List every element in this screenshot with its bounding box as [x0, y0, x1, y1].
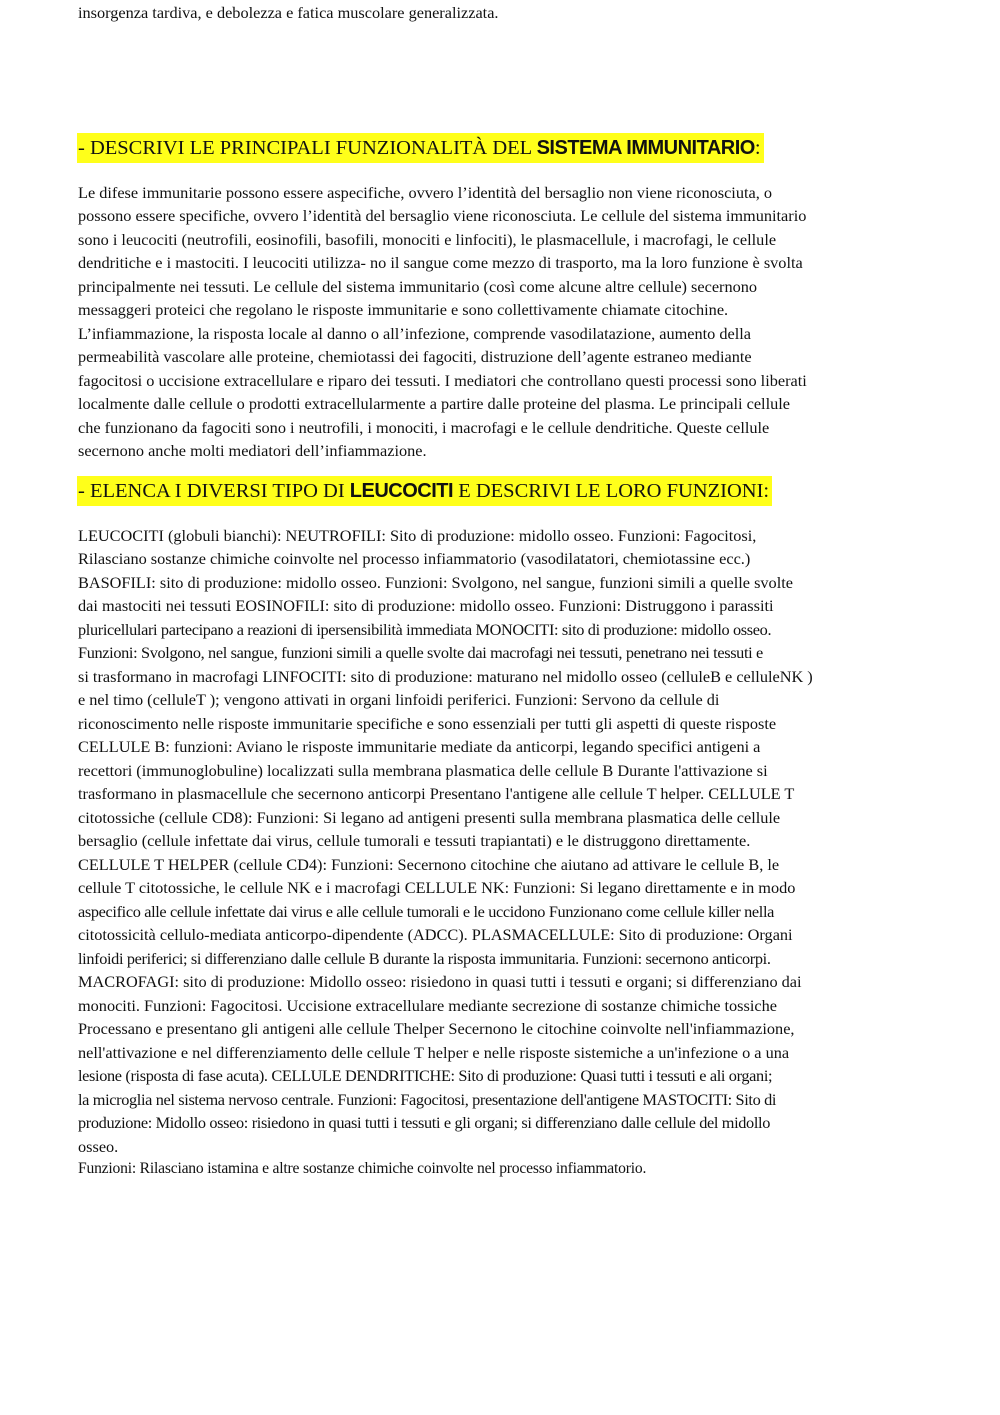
heading-text-pre: - ELENCA I DIVERSI TIPO DI — [78, 480, 350, 502]
paragraph-line: riconoscimento nelle risposte immunitarie specifiche e sono essenziali per tutti gli aspetti di queste risposte — [78, 714, 777, 733]
paragraph-line: CELLULE B: funzioni: Aviano le risposte immunitarie mediate da anticorpi, legando specifici antigeni a — [78, 737, 761, 756]
top-line: insorgenza tardiva, e debolezza e fatica muscolare generalizzata. — [78, 3, 499, 22]
paragraph-line: bersaglio (cellule infettate dai virus, cellule tumorali e tessuti trapiantati) e le distruggono direttamente. — [78, 831, 751, 850]
paragraph-line: BASOFILI: sito di produzione: midollo osseo. Funzioni: Svolgono, nel sangue, funzioni simili a quelle svolte — [78, 573, 793, 592]
heading-highlight — [77, 133, 764, 163]
paragraph-line: osseo. — [78, 1137, 119, 1156]
paragraph-line: messaggeri proteici che regolano le risposte immunitarie e sono collettivamente chiamate citochine. — [78, 300, 729, 319]
paragraph-line: LEUCOCITI (globuli bianchi): NEUTROFILI: Sito di produzione: midollo osseo. Funzioni: Fagocitosi, — [78, 526, 757, 545]
paragraph-line: localmente dalle cellule o prodotti extracellularmente a partire dalle proteine del plasma. Le principali cellule — [78, 394, 790, 413]
paragraph-line: monociti. Funzioni: Fagocitosi. Uccisione extracellulare mediante secrezione di sostanze chimiche tossiche — [78, 996, 777, 1015]
paragraph-line: lesione (risposta di fase acuta). CELLULE DENDRITICHE: Sito di produzione: Quasi tutti i tessuti e ali organi; — [78, 1066, 773, 1085]
paragraph-line: permeabilità vascolare alle proteine, chemiotassi dei fagociti, distruzione dell’agente estraneo mediante — [78, 347, 752, 366]
paragraph-line: la microglia nel sistema nervoso centrale. Funzioni: Fagocitosi, presentazione dell'antigene MASTOCITI: Sito di — [78, 1090, 777, 1109]
paragraph-line: secernono anche molti mediatori dell’infiammazione. — [78, 441, 427, 460]
paragraph-line: Rilasciano sostanze chimiche coinvolte nel processo infiammatorio (vasodilatatori, chemiotassine ecc.) — [78, 549, 751, 568]
heading-text-bold: LEUCOCITI — [349, 480, 454, 502]
paragraph-line: nell'attivazione e nel differenziamento delle cellule T helper e nelle risposte sistemiche a un'infezione o a una — [78, 1043, 790, 1062]
paragraph-line: Processano e presentano gli antigeni alle cellule Thelper Secernono le citochine coinvolte nell'infiammazione, — [78, 1019, 795, 1038]
paragraph-line: citotossicità cellulo-mediata anticorpo-dipendente (ADCC). PLASMACELLULE: Sito di produzione: Organi — [78, 925, 793, 944]
section-heading-leukocytes — [77, 476, 772, 506]
paragraph-line: recettori (immunoglobuline) localizzati sulla membrana plasmatica delle cellule B Durante l'attivazione si — [78, 761, 768, 780]
paragraph-line: linfoidi periferici; si differenziano dalle cellule B durante la risposta immunitaria. Funzioni: secernono anticorpi. — [78, 949, 771, 968]
paragraph-line: si trasformano in macrofagi LINFOCITI: sito di produzione: maturano nel midollo osseo (celluleB e celluleNK ) — [78, 667, 813, 686]
heading-highlight — [77, 476, 772, 506]
paragraph-line: citotossiche (cellule CD8): Funzioni: Si legano ad antigeni presenti sulla membrana plasmatica delle cellule — [78, 808, 781, 827]
paragraph-line: cellule T citotossiche, le cellule NK e i macrofagi CELLULE NK: Funzioni: Si legano direttamente e in modo — [78, 878, 796, 897]
heading-text-pre: - DESCRIVI LE PRINCIPALI FUNZIONALITÀ DEL — [78, 137, 537, 159]
paragraph-line: produzione: Midollo osseo: risiedono in quasi tutti i tessuti e gli organi; si differenziano dalle cellule del midollo — [78, 1113, 770, 1132]
paragraph-line: sono i leucociti (neutrofili, eosinofili, basofili, monociti e linfociti), le plasmacellule, i macrofagi, le cellule — [78, 230, 777, 249]
paragraph-line: trasformano in plasmacellule che secernono anticorpi Presentano l'antigene alle cellule T helper. CELLULE T — [78, 784, 795, 803]
paragraph-line: pluricellulari partecipano a reazioni di ipersensibilità immediata MONOCITI: sito di produzione: midollo osseo. — [78, 620, 772, 639]
paragraph-line: CELLULE T HELPER (cellule CD4): Funzioni: Secernono citochine che aiutano ad attivare le cellule B, le — [78, 855, 780, 874]
section-heading-immune-system — [77, 133, 764, 163]
heading-text-post: : — [754, 137, 761, 159]
paragraph-line: dai mastociti nei tessuti EOSINOFILI: sito di produzione: midollo osseo. Funzioni: Distruggono i parassiti — [78, 596, 774, 615]
heading-text-bold: SISTEMA IMMUNITARIO — [536, 137, 755, 159]
paragraph-line: L’infiammazione, la risposta locale al danno o all’infezione, comprende vasodilatazione, aumento della — [78, 324, 752, 343]
paragraph-line: Funzioni: Rilasciano istamina e altre sostanze chimiche coinvolte nel processo infiammatorio. — [78, 1160, 647, 1177]
paragraph-line: Funzioni: Svolgono, nel sangue, funzioni simili a quelle svolte dai macrofagi nei tessuti, penetrano nei tessuti e — [78, 643, 763, 662]
paragraph-line: possono essere specifiche, ovvero l’identità del bersaglio viene riconosciuta. Le cellule del sistema immunitario — [78, 206, 807, 225]
heading-text-post: E DESCRIVI LE LORO FUNZIONI: — [453, 480, 770, 502]
paragraph-line: fagocitosi o uccisione extracellulare e riparo dei tessuti. I mediatori che controllano questi processi sono liberati — [78, 371, 807, 390]
paragraph-line: MACROFAGI: sito di produzione: Midollo osseo: risiedono in quasi tutti i tessuti e organi; si differenziano dai — [78, 972, 802, 991]
paragraph-line: aspecifico alle cellule infettate dai virus e alle cellule tumorali e le uccidono Funzionano come cellule killer nella — [78, 902, 775, 921]
paragraph-line: e nel timo (celluleT ); vengono attivati in organi linfoidi periferici. Funzioni: Servono da cellule di — [78, 690, 720, 709]
paragraph-line: che funzionano da fagociti sono i neutrofili, i monociti, i macrofagi e le cellule dendritiche. Queste cellule — [78, 418, 770, 437]
paragraph-line: principalmente nei tessuti. Le cellule del sistema immunitario (così come alcune altre cellule) secernono — [78, 277, 758, 296]
paragraph-line: dendritiche e i mastociti. I leucociti utilizza- no il sangue come mezzo di trasporto, ma la loro funzione è svolta — [78, 253, 803, 272]
paragraph-line: Le difese immunitarie possono essere aspecifiche, ovvero l’identità del bersaglio non viene riconosciuta, o — [78, 183, 772, 202]
